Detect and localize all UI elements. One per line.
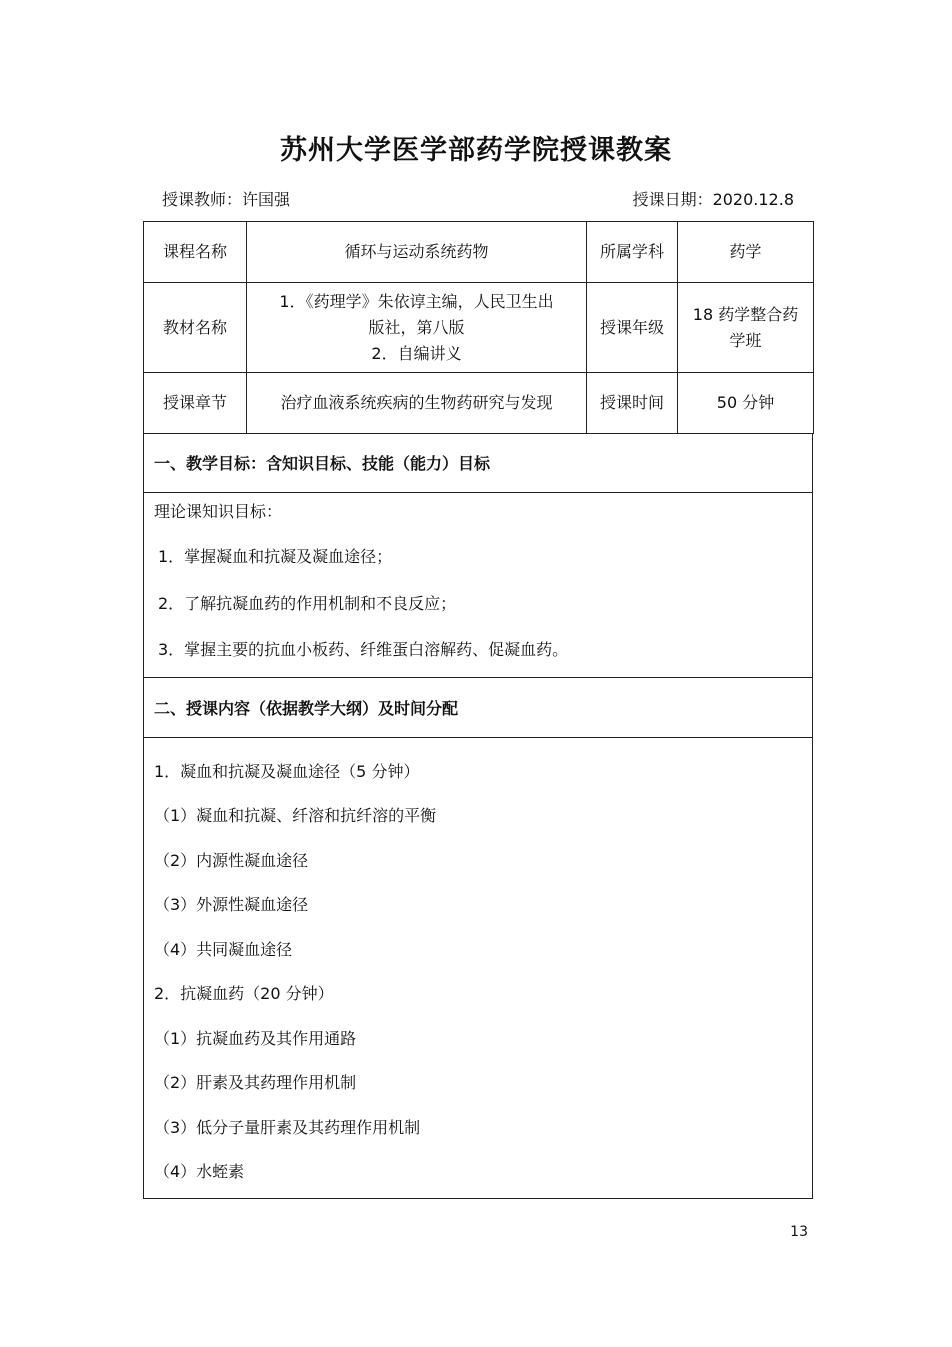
table-row	[144, 222, 814, 283]
section2-heading-box	[143, 678, 813, 738]
list-item: （1）抗凝血药及其作用通路	[154, 1029, 357, 1048]
date-label: 授课日期：2020.12.8	[632, 190, 794, 209]
list-item: （1）凝血和抗凝、纤溶和抗纤溶的平衡	[154, 806, 437, 825]
list-item: 理论课知识目标：	[154, 502, 283, 521]
chapter-value: 治疗血液系统疾病的生物药研究与发现	[247, 373, 587, 434]
chapter-label: 授课章节	[144, 373, 247, 434]
list-item: （3）低分子量肝素及其药理作用机制	[154, 1118, 421, 1137]
course-name-label: 课程名称	[144, 222, 247, 283]
list-item: 2．抗凝血药（20 分钟）	[154, 984, 334, 1003]
table-row	[144, 373, 814, 434]
page-number: 13	[790, 1224, 808, 1240]
grade-line: 学班	[729, 330, 762, 350]
textbook-value	[247, 283, 587, 373]
grade-value	[678, 283, 814, 373]
list-item: 2．了解抗凝血药的作用机制和不良反应；	[158, 594, 457, 613]
duration-label: 授课时间	[587, 373, 678, 434]
grade-label: 授课年级	[587, 283, 678, 373]
list-item: （4）水蛭素	[154, 1162, 245, 1181]
list-item: 1．掌握凝血和抗凝及凝血途径；	[158, 547, 393, 566]
list-item: 3．掌握主要的抗血小板药、纤维蛋白溶解药、促凝血药。	[158, 640, 569, 659]
list-item: （3）外源性凝血途径	[154, 895, 309, 914]
textbook-line: 1．《药理学》朱依谆主编，人民卫生出	[279, 291, 554, 311]
page-title: 苏州大学医学部药学院授课教案	[280, 135, 672, 166]
list-item: （2）肝素及其药理作用机制	[154, 1073, 357, 1092]
list-item: 1．凝血和抗凝及凝血途径（5 分钟）	[154, 762, 420, 781]
course-info-table	[143, 221, 814, 434]
section2-body	[143, 738, 813, 1199]
list-item: （4）共同凝血途径	[154, 940, 293, 959]
grade-line: 18 药学整合药	[692, 304, 799, 324]
textbook-line: 2．自编讲义	[371, 343, 462, 363]
textbook-label: 教材名称	[144, 283, 247, 373]
section1-heading: 一、教学目标：含知识目标、技能（能力）目标	[154, 454, 491, 473]
table-row	[144, 283, 814, 373]
section1-body	[143, 493, 813, 678]
course-name-value: 循环与运动系统药物	[247, 222, 587, 283]
section2-heading: 二、授课内容（依据教学大纲）及时间分配	[154, 699, 459, 718]
textbook-line: 版社，第八版	[368, 317, 465, 337]
duration-value: 50 分钟	[678, 373, 814, 434]
list-item: （2）内源性凝血途径	[154, 851, 309, 870]
subject-value: 药学	[678, 222, 814, 283]
section1-heading-box	[143, 433, 813, 493]
subject-label: 所属学科	[587, 222, 678, 283]
teacher-label: 授课教师：许国强	[162, 190, 291, 209]
